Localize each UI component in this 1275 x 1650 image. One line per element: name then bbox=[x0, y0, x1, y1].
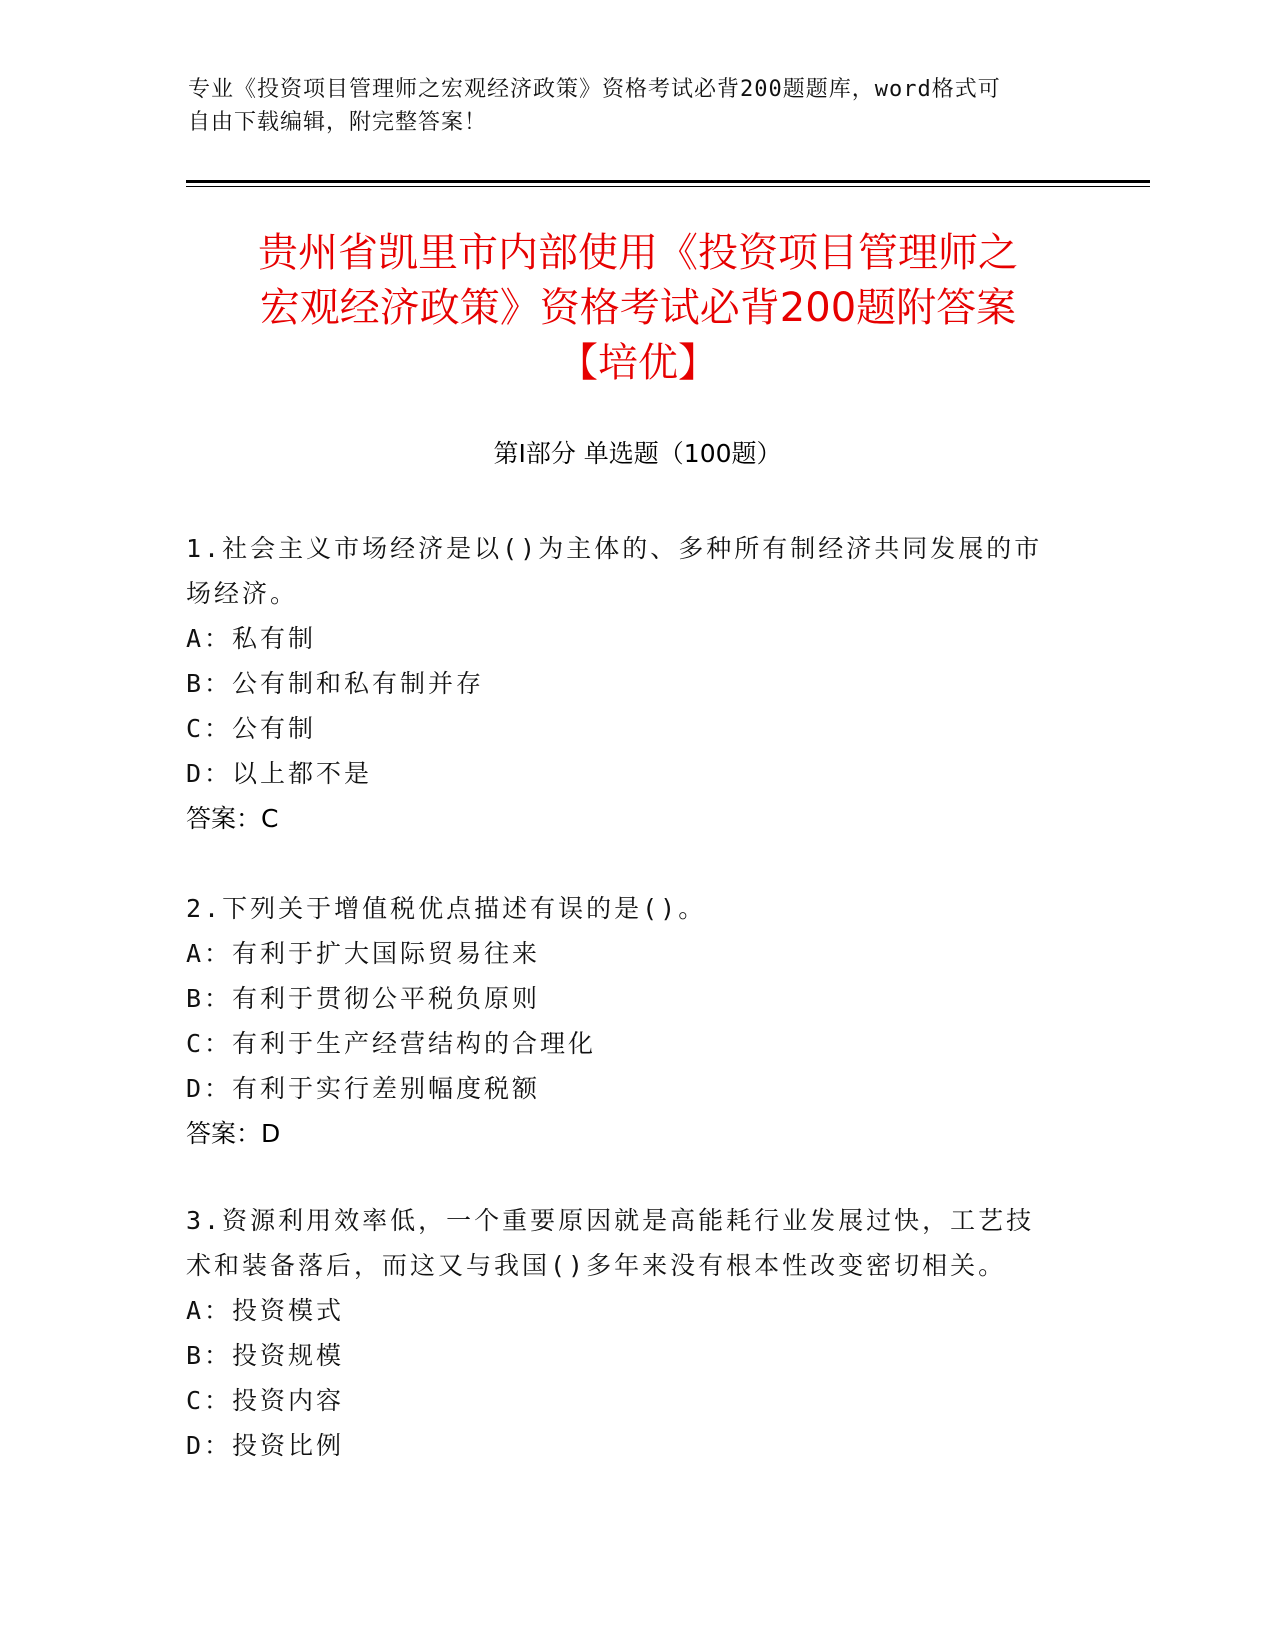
option-d: D：以上都不是 bbox=[186, 759, 373, 788]
header-note-line-2: 自由下载编辑，附完整答案！ bbox=[188, 110, 488, 135]
header-note bbox=[188, 73, 1068, 139]
question-stem-continued: 术和装备落后，而这又与我国()多年来没有根本性改变密切相关。 bbox=[186, 1251, 1007, 1280]
question-stem-continued: 场经济。 bbox=[186, 579, 299, 608]
answer: 答案：C bbox=[186, 804, 279, 833]
document-title-line-3: 【培优】 bbox=[558, 340, 718, 386]
option-c: C：投资内容 bbox=[186, 1386, 345, 1415]
option-d: D：有利于实行差别幅度税额 bbox=[186, 1074, 541, 1103]
question-stem: 1.社会主义市场经济是以()为主体的、多种所有制经济共同发展的市 bbox=[186, 534, 1043, 563]
option-b: B：有利于贯彻公平税负原则 bbox=[186, 984, 541, 1013]
option-b: B：投资规模 bbox=[186, 1341, 345, 1370]
header-rule-thin bbox=[186, 186, 1150, 187]
option-a: A：投资模式 bbox=[186, 1296, 345, 1325]
option-a: A：有利于扩大国际贸易往来 bbox=[186, 939, 541, 968]
question-3 bbox=[186, 1198, 1066, 1468]
question-stem: 3.资源利用效率低，一个重要原因就是高能耗行业发展过快，工艺技 bbox=[186, 1206, 1035, 1235]
option-b: B：公有制和私有制并存 bbox=[186, 669, 485, 698]
header-note-line-1: 专业《投资项目管理师之宏观经济政策》资格考试必背200题题库，word格式可 bbox=[188, 77, 1001, 102]
option-c: C：公有制 bbox=[186, 714, 317, 743]
option-a: A：私有制 bbox=[186, 624, 317, 653]
section-title: 第Ⅰ部分 单选题（100题） bbox=[493, 439, 782, 468]
document-title bbox=[186, 226, 1090, 391]
question-stem: 2.下列关于增值税优点描述有误的是()。 bbox=[186, 894, 707, 923]
option-d: D：投资比例 bbox=[186, 1431, 345, 1460]
document-title-line-1: 贵州省凯里市内部使用《投资项目管理师之 bbox=[258, 230, 1018, 276]
option-c: C：有利于生产经营结构的合理化 bbox=[186, 1029, 597, 1058]
question-2 bbox=[186, 886, 1066, 1156]
answer: 答案：D bbox=[186, 1119, 281, 1148]
question-1 bbox=[186, 526, 1066, 841]
document-title-line-2: 宏观经济政策》资格考试必背200题附答案 bbox=[259, 285, 1017, 331]
header-rule-thick bbox=[186, 180, 1150, 183]
